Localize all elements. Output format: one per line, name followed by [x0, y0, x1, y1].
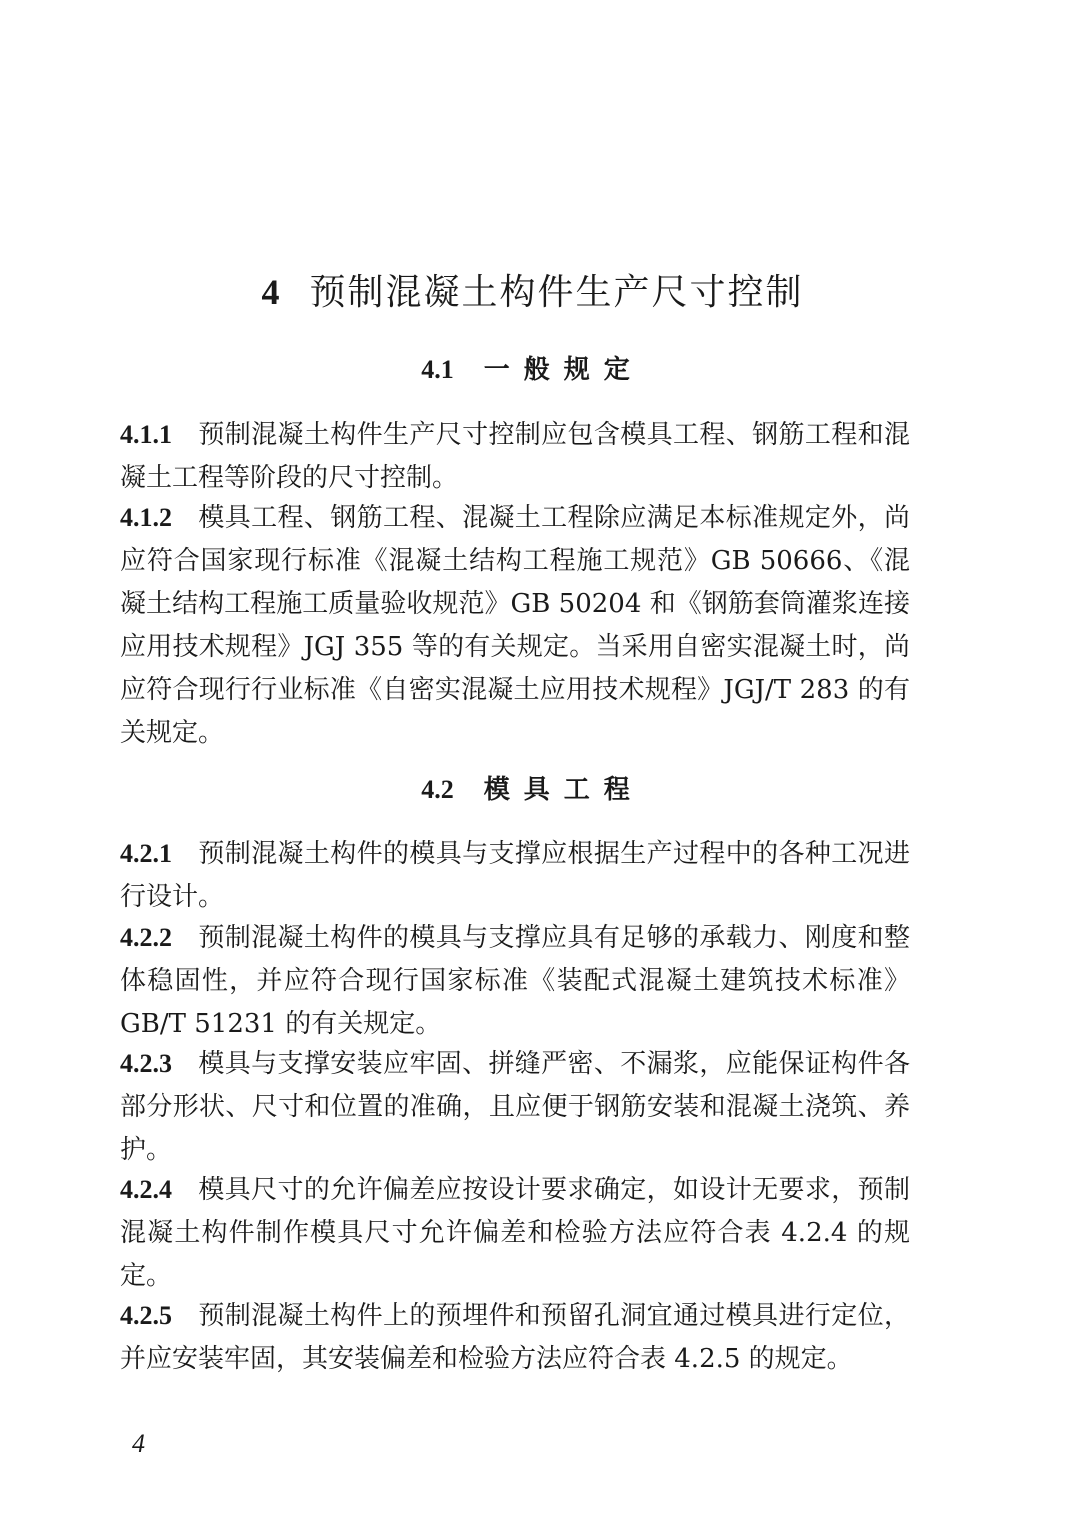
section-title-4-1: [0, 348, 1065, 392]
clause-number: 4.2.2: [120, 923, 172, 952]
clause-number: 4.2.4: [120, 1175, 172, 1204]
section-number: 4.1: [421, 355, 454, 384]
clause-4-2-1: [120, 832, 910, 919]
section-number: 4.2: [421, 775, 454, 804]
clause-text: 预制混凝土构件上的预埋件和预留孔洞宜通过模具进行定位，并应安装牢固，其安装偏差和检验方法应符合表 4.2.5 的规定。: [120, 1301, 910, 1374]
clause-number: 4.2.5: [120, 1301, 172, 1330]
clause-number: 4.1.2: [120, 503, 172, 532]
chapter-number: 4: [261, 272, 282, 312]
section-title-text: 一般规定: [483, 355, 644, 385]
clause-text: 模具工程、钢筋工程、混凝土工程除应满足本标准规定外，尚应符合国家现行标准《混凝土结构工程施工规范》GB 50666、《混凝土结构工程施工质量验收规范》GB 50204 和《钢筋套筒灌浆连接应用技术规程》JGJ 355 等的有关规定。当采用自密实混凝土时，尚应符合现行行业标准《自密实混凝土应用技术规程》JGJ/T 283 的有关规定。: [120, 503, 910, 748]
chapter-title: [0, 262, 1065, 323]
clause-text: 预制混凝土构件的模具与支撑应根据生产过程中的各种工况进行设计。: [120, 839, 910, 912]
page-number: 4: [132, 1429, 145, 1458]
clause-4-1-1: [120, 413, 910, 500]
clause-4-2-4: [120, 1168, 910, 1298]
clause-number: 4.1.1: [120, 420, 172, 449]
clause-text: 预制混凝土构件的模具与支撑应具有足够的承载力、刚度和整体稳固性，并应符合现行国家标准《装配式混凝土建筑技术标准》GB/T 51231 的有关规定。: [120, 923, 910, 1039]
clause-number: 4.2.3: [120, 1049, 172, 1078]
clause-4-1-2: [120, 496, 910, 755]
clause-4-2-3: [120, 1042, 910, 1172]
clause-text: 模具尺寸的允许偏差应按设计要求确定，如设计无要求，预制混凝土构件制作模具尺寸允许偏差和检验方法应符合表 4.2.4 的规定。: [120, 1175, 910, 1291]
clause-number: 4.2.1: [120, 839, 172, 868]
clause-4-2-2: [120, 916, 910, 1046]
section-title-text: 模具工程: [483, 775, 644, 805]
clause-text: 预制混凝土构件生产尺寸控制应包含模具工程、钢筋工程和混凝土工程等阶段的尺寸控制。: [120, 420, 910, 493]
chapter-title-text: 预制混凝土构件生产尺寸控制: [309, 272, 804, 313]
section-title-4-2: [0, 768, 1065, 812]
clause-text: 模具与支撑安装应牢固、拼缝严密、不漏浆，应能保证构件各部分形状、尺寸和位置的准确，且应便于钢筋安装和混凝土浇筑、养护。: [120, 1049, 910, 1165]
clause-4-2-5: [120, 1294, 910, 1381]
